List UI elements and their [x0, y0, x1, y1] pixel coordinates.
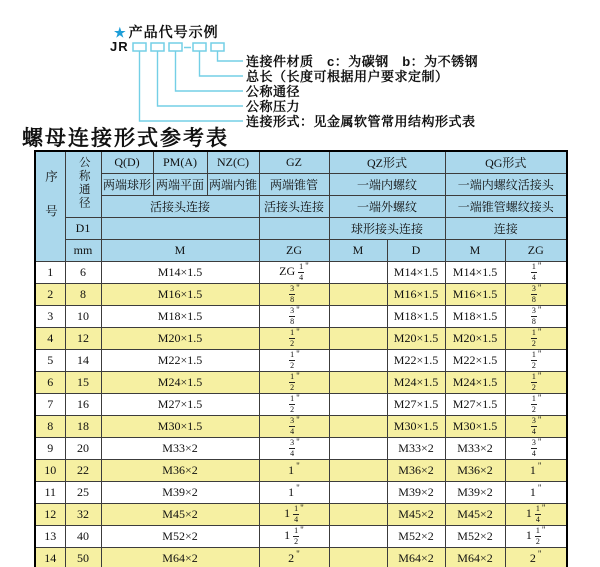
cell-qz-m: [329, 438, 387, 460]
table-title: 螺母连接形式参考表: [22, 125, 229, 150]
header-conn-type: 一端外螺纹: [329, 196, 445, 218]
table-row: [35, 548, 567, 567]
header-unit-m: M: [329, 240, 387, 262]
cell-gz-zg: 1 ": [259, 482, 329, 504]
cell-qg-zg: $\frac{3}{8}$ ": [505, 306, 567, 328]
cell-gz-zg: 1 ": [259, 460, 329, 482]
cell-seq: 4: [35, 328, 65, 350]
cell-qz-m: [329, 350, 387, 372]
cell-m: M33×2: [101, 438, 259, 460]
cell-seq: 10: [35, 460, 65, 482]
cell-qg-m: M30×1.5: [445, 416, 505, 438]
connector-line: [218, 51, 244, 61]
empty-cell: [101, 218, 259, 240]
code-prefix: JR: [110, 39, 129, 54]
cell-qz-m: [329, 328, 387, 350]
cell-qg-zg: $\frac{1}{2}$ ": [505, 372, 567, 394]
header-group-qd: Q(D): [101, 151, 153, 174]
connector-line: [176, 51, 244, 91]
cell-seq: 8: [35, 416, 65, 438]
cell-dn: 25: [65, 482, 101, 504]
table-row: [35, 284, 567, 306]
cell-m: M27×1.5: [101, 394, 259, 416]
cell-qz-d: M20×1.5: [387, 328, 445, 350]
header-joint-conn: 球形接头连接: [329, 218, 445, 240]
cell-dn: 8: [65, 284, 101, 306]
code-box: [133, 43, 146, 51]
code-label-connection: 连接形式：见金属软管常用结构形式表: [246, 114, 476, 129]
header-d1: D1: [65, 218, 101, 240]
cell-gz-zg: $\frac{3}{8}$ ": [259, 306, 329, 328]
cell-qz-d: M22×1.5: [387, 350, 445, 372]
header-seq: 序号: [35, 151, 65, 262]
cell-seq: 14: [35, 548, 65, 567]
header-unit-d: D: [387, 240, 445, 262]
cell-qg-m: M18×1.5: [445, 306, 505, 328]
cell-qz-d: M36×2: [387, 460, 445, 482]
table-row: [35, 460, 567, 482]
cell-dn: 32: [65, 504, 101, 526]
cell-seq: 6: [35, 372, 65, 394]
code-box: [193, 43, 206, 51]
cell-dn: 40: [65, 526, 101, 548]
cell-qz-d: M16×1.5: [387, 284, 445, 306]
cell-qg-m: M52×2: [445, 526, 505, 548]
cell-qg-zg: $\frac{3}{4}$ ": [505, 438, 567, 460]
table-row: [35, 504, 567, 526]
cell-gz-zg: 1 $\frac{1}{2}$ ": [259, 526, 329, 548]
cell-qz-m: [329, 504, 387, 526]
cell-m: M30×1.5: [101, 416, 259, 438]
cell-dn: 15: [65, 372, 101, 394]
header-group-qz: QZ形式: [329, 151, 445, 174]
connector-line: [158, 51, 244, 106]
cell-gz-zg: $\frac{3}{4}$ ": [259, 438, 329, 460]
cell-qz-m: [329, 548, 387, 567]
cell-seq: 12: [35, 504, 65, 526]
header-conn-type: 活接头连接: [259, 196, 329, 218]
header-conn-type: 一端锥管螺纹接头: [445, 196, 567, 218]
table-row: [35, 372, 567, 394]
cell-gz-zg: $\frac{3}{8}$ ": [259, 284, 329, 306]
cell-gz-zg: $\frac{1}{2}$ ": [259, 328, 329, 350]
star-icon: ★: [114, 25, 127, 40]
table-row: [35, 416, 567, 438]
cell-dn: 22: [65, 460, 101, 482]
cell-dn: 18: [65, 416, 101, 438]
table-row: [35, 526, 567, 548]
cell-gz-zg: $\frac{3}{4}$ ": [259, 416, 329, 438]
cell-qz-m: [329, 372, 387, 394]
cell-qz-d: M33×2: [387, 438, 445, 460]
table-row: [35, 350, 567, 372]
cell-qz-d: M64×2: [387, 548, 445, 567]
cell-m: M22×1.5: [101, 350, 259, 372]
cell-m: M36×2: [101, 460, 259, 482]
cell-seq: 3: [35, 306, 65, 328]
cell-dn: 16: [65, 394, 101, 416]
cell-qz-m: [329, 284, 387, 306]
header-end-type: 两端球形: [101, 174, 153, 196]
header-unit-zg: ZG: [259, 240, 329, 262]
cell-qg-m: M20×1.5: [445, 328, 505, 350]
cell-qg-m: M24×1.5: [445, 372, 505, 394]
header-mm: mm: [65, 240, 101, 262]
cell-qz-d: M30×1.5: [387, 416, 445, 438]
cell-m: M20×1.5: [101, 328, 259, 350]
cell-dn: 14: [65, 350, 101, 372]
cell-qg-m: M33×2: [445, 438, 505, 460]
cell-dn: 12: [65, 328, 101, 350]
cell-dn: 20: [65, 438, 101, 460]
code-box: [211, 43, 224, 51]
cell-qg-m: M22×1.5: [445, 350, 505, 372]
cell-qg-m: M45×2: [445, 504, 505, 526]
cell-qz-d: M52×2: [387, 526, 445, 548]
cell-gz-zg: 2 ": [259, 548, 329, 567]
header-dn: 公称通径: [65, 151, 101, 218]
table-row: [35, 482, 567, 504]
cell-gz-zg: 1 $\frac{1}{4}$ ": [259, 504, 329, 526]
cell-m: M16×1.5: [101, 284, 259, 306]
cell-qg-zg: 1 $\frac{1}{4}$ ": [505, 504, 567, 526]
cell-qz-d: M18×1.5: [387, 306, 445, 328]
cell-dn: 6: [65, 262, 101, 284]
cell-qz-m: [329, 482, 387, 504]
cell-qg-m: M64×2: [445, 548, 505, 567]
cell-seq: 5: [35, 350, 65, 372]
cell-m: M39×2: [101, 482, 259, 504]
header-end-type: 两端锥管: [259, 174, 329, 196]
header-group-nzc: NZ(C): [207, 151, 259, 174]
cell-qg-m: M16×1.5: [445, 284, 505, 306]
cell-seq: 9: [35, 438, 65, 460]
cell-qz-m: [329, 526, 387, 548]
cell-qz-d: M39×2: [387, 482, 445, 504]
connector-line: [200, 51, 244, 76]
code-box: [169, 43, 182, 51]
cell-qg-zg: $\frac{3}{8}$ ": [505, 284, 567, 306]
cell-gz-zg: $\frac{1}{2}$ ": [259, 372, 329, 394]
header-joint-conn: 连接: [445, 218, 567, 240]
cell-qg-zg: $\frac{1}{2}$ ": [505, 328, 567, 350]
cell-dn: 10: [65, 306, 101, 328]
header-group-pma: PM(A): [153, 151, 207, 174]
cell-qg-zg: $\frac{1}{4}$ ": [505, 262, 567, 284]
table-body: [35, 262, 567, 567]
cell-m: M24×1.5: [101, 372, 259, 394]
cell-m: M52×2: [101, 526, 259, 548]
code-label-length: 总长（长度可根据用户要求定制）: [246, 69, 449, 84]
code-label-material: 连接件材质 c：为碳钢 b：为不锈钢: [246, 54, 479, 69]
cell-qz-d: M14×1.5: [387, 262, 445, 284]
header-end-type: 两端内锥: [207, 174, 259, 196]
cell-seq: 7: [35, 394, 65, 416]
header-unit-m: M: [101, 240, 259, 262]
cell-qg-zg: $\frac{1}{2}$ ": [505, 350, 567, 372]
cell-qg-zg: 2 ": [505, 548, 567, 567]
cell-m: M45×2: [101, 504, 259, 526]
header-conn-type: 活接头连接: [101, 196, 259, 218]
cell-qg-m: M36×2: [445, 460, 505, 482]
cell-qg-zg: $\frac{3}{4}$ ": [505, 416, 567, 438]
empty-cell: [259, 218, 329, 240]
cell-qg-m: M27×1.5: [445, 394, 505, 416]
header-end-type: 一端内螺纹: [329, 174, 445, 196]
diagram-title: [114, 22, 219, 42]
header-group-qg: QG形式: [445, 151, 567, 174]
cell-seq: 1: [35, 262, 65, 284]
cell-qz-d: M27×1.5: [387, 394, 445, 416]
header-unit-zg: ZG: [505, 240, 567, 262]
cell-qz-d: M24×1.5: [387, 372, 445, 394]
code-label-pressure: 公称压力: [246, 99, 301, 114]
table-row: [35, 306, 567, 328]
cell-qz-d: M45×2: [387, 504, 445, 526]
header-group-gz: GZ: [259, 151, 329, 174]
nut-connection-reference-table: [34, 150, 568, 567]
table-row: [35, 394, 567, 416]
header-unit-m: M: [445, 240, 505, 262]
code-box: [151, 43, 164, 51]
cell-qz-m: [329, 394, 387, 416]
table-row: [35, 438, 567, 460]
cell-qz-m: [329, 460, 387, 482]
table-header: [35, 151, 567, 262]
diagram-title-text: 产品代号示例: [128, 24, 219, 40]
code-label-diameter: 公称通径: [246, 84, 301, 99]
cell-qg-zg: 1 ": [505, 460, 567, 482]
cell-gz-zg: $\frac{1}{2}$ ": [259, 350, 329, 372]
cell-qg-m: M14×1.5: [445, 262, 505, 284]
cell-qg-zg: 1 ": [505, 482, 567, 504]
header-end-type: 一端内螺纹活接头: [445, 174, 567, 196]
cell-m: M64×2: [101, 548, 259, 567]
cell-gz-zg: ZG $\frac{1}{4}$ ": [259, 262, 329, 284]
header-end-type: 两端平面: [153, 174, 207, 196]
cell-seq: 13: [35, 526, 65, 548]
cell-qg-zg: 1 $\frac{1}{2}$ ": [505, 526, 567, 548]
cell-qz-m: [329, 306, 387, 328]
cell-m: M14×1.5: [101, 262, 259, 284]
cell-seq: 11: [35, 482, 65, 504]
cell-seq: 2: [35, 284, 65, 306]
cell-qz-m: [329, 262, 387, 284]
cell-m: M18×1.5: [101, 306, 259, 328]
cell-gz-zg: $\frac{1}{2}$ ": [259, 394, 329, 416]
cell-qg-m: M39×2: [445, 482, 505, 504]
cell-qg-zg: $\frac{1}{2}$ ": [505, 394, 567, 416]
table-row: [35, 262, 567, 284]
cell-qz-m: [329, 416, 387, 438]
table-row: [35, 328, 567, 350]
cell-dn: 50: [65, 548, 101, 567]
